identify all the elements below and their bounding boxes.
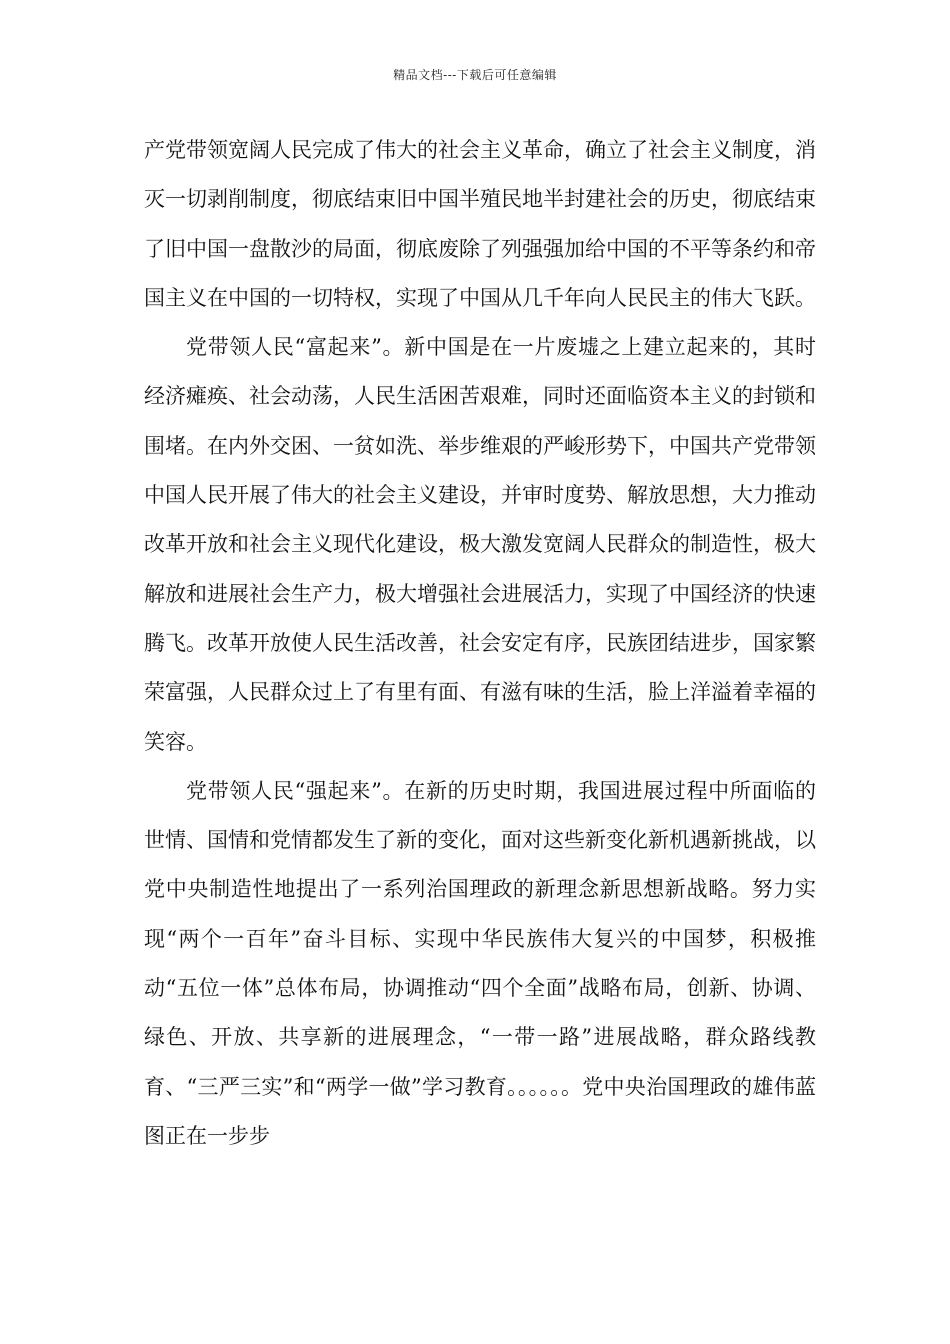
paragraph-qiangqilai: 党带领人民“强起来”。在新的历史时期，我国进展过程中所面临的世情、国情和党情都发生了新的变化，面对这些新变化新机遇新挑战，以党中央制造性地提出了一系列治国理政的新理念新思想新战略。努力实现“两个一百年”奋斗目标、实现中华民族伟大复兴的中国梦，积极推动“五位一体”总体布局，协调推动“四个全面”战略布局，创新、协调、绿色、开放、共享新的进展理念，“一带一路”进展战略，群众路线教育、“三严三实”和“两学一做”学习教育。。。。。。党中央治国理政的雄伟蓝图正在一步步 [144,778,816,1148]
document-body [144,126,816,1161]
paragraph-fuqilai: 党带领人民“富起来”。新中国是在一片废墟之上建立起来的，其时经济瘫痪、社会动荡，人民生活困苦艰难，同时还面临资本主义的封锁和围堵。在内外交困、一贫如洗、举步维艰的严峻形势下，中国共产党带领中国人民开展了伟大的社会主义建设，并审时度势、解放思想，大力推动改革开放和社会主义现代化建设，极大激发宽阔人民群众的制造性，极大解放和进展社会生产力，极大增强社会进展活力，实现了中国经济的快速腾飞。改革开放使人民生活改善，社会安定有序，民族团结进步，国家繁荣富强，人民群众过上了有里有面、有滋有味的生活，脸上洋溢着幸福的笑容。 [144,335,816,754]
page-header: 精品文档---下载后可任意编辑 [393,68,557,82]
paragraph-continuation: 产党带领宽阔人民完成了伟大的社会主义革命，确立了社会主义制度，消灭一切剥削制度，彻底结束旧中国半殖民地半封建社会的历史，彻底结束了旧中国一盘散沙的局面，彻底废除了列强强加给中国的不平等条约和帝国主义在中国的一切特权，实现了中国从几千年向人民民主的伟大飞跃。 [144,138,816,310]
